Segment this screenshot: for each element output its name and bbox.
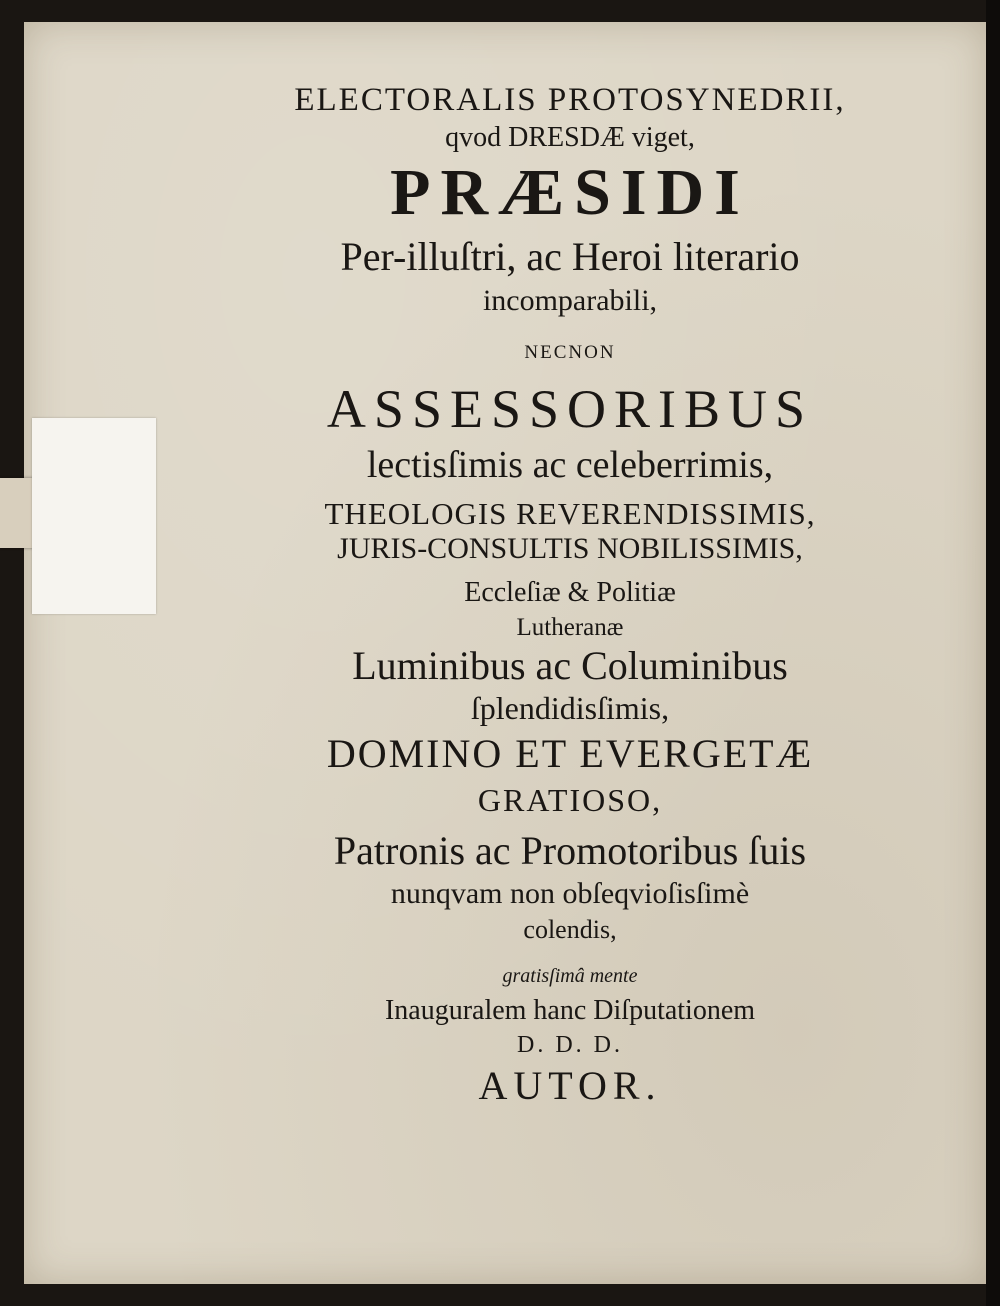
dedication-text	[160, 78, 980, 1110]
author-line: AUTOR.	[478, 1063, 662, 1108]
text-line: Eccleſiæ & Politiæ	[464, 577, 676, 608]
text-line: JURIS-CONSULTIS NOBILISSIMIS,	[337, 532, 803, 565]
text-line: Inauguralem hanc Diſputationem	[384, 995, 756, 1026]
title-line: ASSESSORIBUS	[326, 379, 814, 439]
heading-line: ELECTORALIS PROTOSYNEDRII,	[294, 82, 846, 118]
text-line: Patronis ac Promotoribus ſuis	[333, 828, 807, 873]
text-line: D. D. D.	[517, 1032, 623, 1058]
scan-edge	[986, 0, 1000, 1306]
text-line: lectisſimis ac celeberrimis,	[366, 444, 774, 486]
title-line: PRÆSIDI	[390, 156, 750, 229]
text-line: gratisſimâ mente	[502, 965, 638, 987]
heading-line: DOMINO ET EVERGETÆ	[326, 731, 814, 776]
text-line: qvod DRESDÆ viget,	[445, 122, 695, 153]
text-line: Lutheranæ	[516, 614, 624, 641]
text-line: GRATIOSO,	[477, 782, 663, 818]
text-line: Luminibus ac Columinibus	[352, 643, 788, 688]
text-line: colendis,	[523, 915, 617, 944]
text-line: nunqvam non obſeqvioſisſimè	[390, 877, 750, 910]
library-label	[32, 418, 156, 614]
text-line: ſplendidisſimis,	[470, 690, 670, 726]
text-line: THEOLOGIS REVERENDISSIMIS,	[324, 496, 816, 531]
text-line: NECNON	[524, 342, 616, 363]
text-line: Per-illuſtri, ac Heroi literario	[340, 234, 800, 279]
text-line: incomparabili,	[482, 284, 658, 317]
